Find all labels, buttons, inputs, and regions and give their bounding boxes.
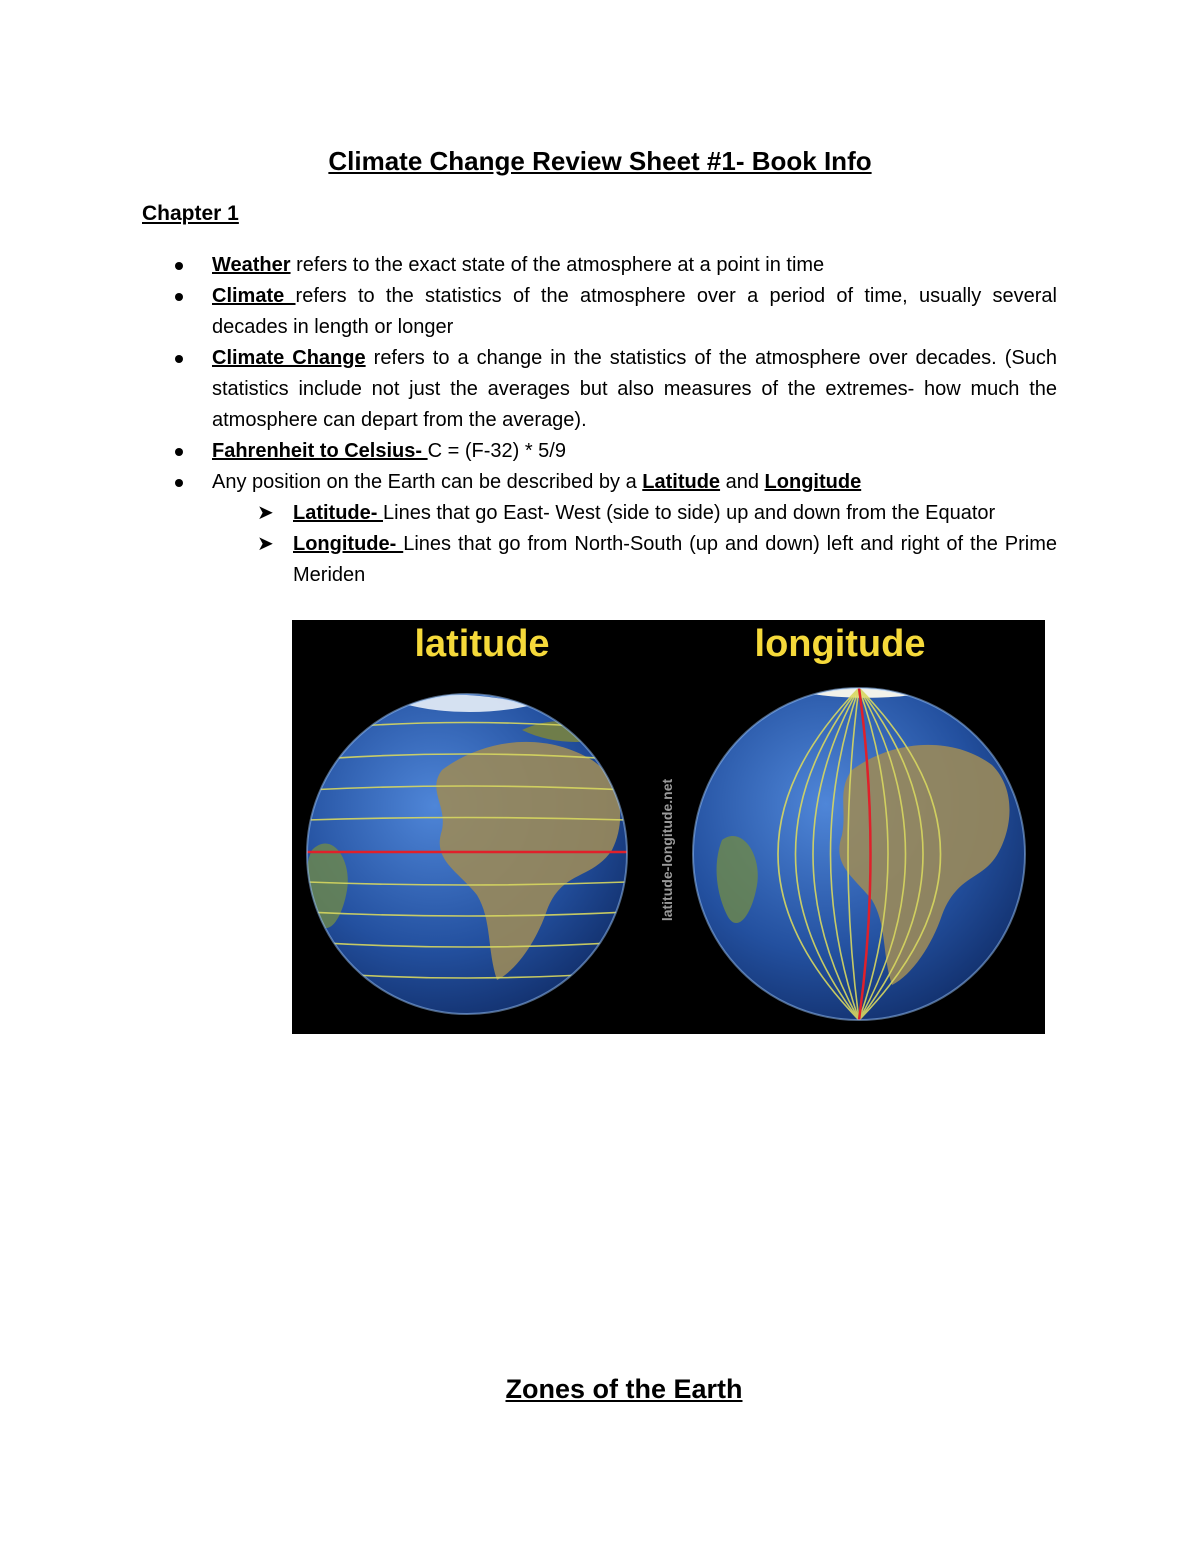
- term-longitude: Longitude-: [293, 533, 404, 555]
- sub-bullet-latitude: [257, 498, 1057, 529]
- term-longitude-inline: Longitude: [764, 471, 862, 493]
- figure-label-longitude: longitude: [754, 623, 926, 665]
- definition-climate: refers to the statistics of the atmosphere over a period of time, usually several decades in length or longer: [212, 285, 1057, 338]
- bullet-climate: [212, 281, 1057, 343]
- globe-illustration: [292, 620, 1045, 1034]
- arrow-bullet-icon: ➤: [257, 502, 274, 524]
- bullet-fahrenheit-celsius: [212, 436, 1057, 467]
- bullet-icon: [175, 262, 183, 270]
- term-latitude-inline: Latitude: [642, 471, 721, 493]
- longitude-globe: [693, 684, 1025, 1020]
- chapter-heading: Chapter 1: [142, 202, 239, 225]
- position-and: and: [720, 471, 765, 493]
- definition-latitude: Lines that go East- West (side to side) up and down from the Equator: [383, 502, 996, 524]
- figure-label-latitude: latitude: [414, 623, 550, 665]
- latitude-longitude-figure: [292, 620, 1045, 1034]
- term-latitude: Latitude-: [293, 502, 383, 524]
- term-climate-change: Climate Change: [212, 347, 366, 369]
- definition-weather: refers to the exact state of the atmosphere at a point in time: [290, 254, 825, 276]
- bullet-position: [212, 467, 1057, 498]
- definition-climate-change: refers to a change in the statistics of the atmosphere over decades. (Such statistics include not just the averages but also measures of the extremes- how much the atmosphere can depart from the average).: [212, 347, 1057, 431]
- term-fahrenheit-celsius: Fahrenheit to Celsius-: [212, 440, 428, 462]
- bullet-weather: [212, 250, 1057, 281]
- definition-longitude: Lines that go from North-South (up and down) left and right of the Prime Meriden: [293, 533, 1057, 586]
- arrow-bullet-icon: ➤: [257, 533, 274, 555]
- bullet-icon: [175, 479, 183, 487]
- formula-fahrenheit-celsius: C = (F-32) * 5/9: [427, 440, 566, 462]
- bullet-icon: [175, 293, 183, 301]
- bullet-icon: [175, 448, 183, 456]
- latitude-globe: [307, 694, 627, 1014]
- bullet-climate-change: [212, 343, 1057, 436]
- sub-bullet-longitude: [257, 529, 1057, 591]
- zones-heading: Zones of the Earth: [505, 1374, 743, 1404]
- position-text: Any position on the Earth can be described by a: [212, 471, 643, 493]
- term-climate: Climate: [212, 285, 296, 307]
- document-title: Climate Change Review Sheet #1- Book Info: [328, 146, 872, 176]
- term-weather: Weather: [212, 254, 291, 276]
- bullet-icon: [175, 355, 183, 363]
- figure-watermark: latitude-longitude.net: [659, 778, 675, 922]
